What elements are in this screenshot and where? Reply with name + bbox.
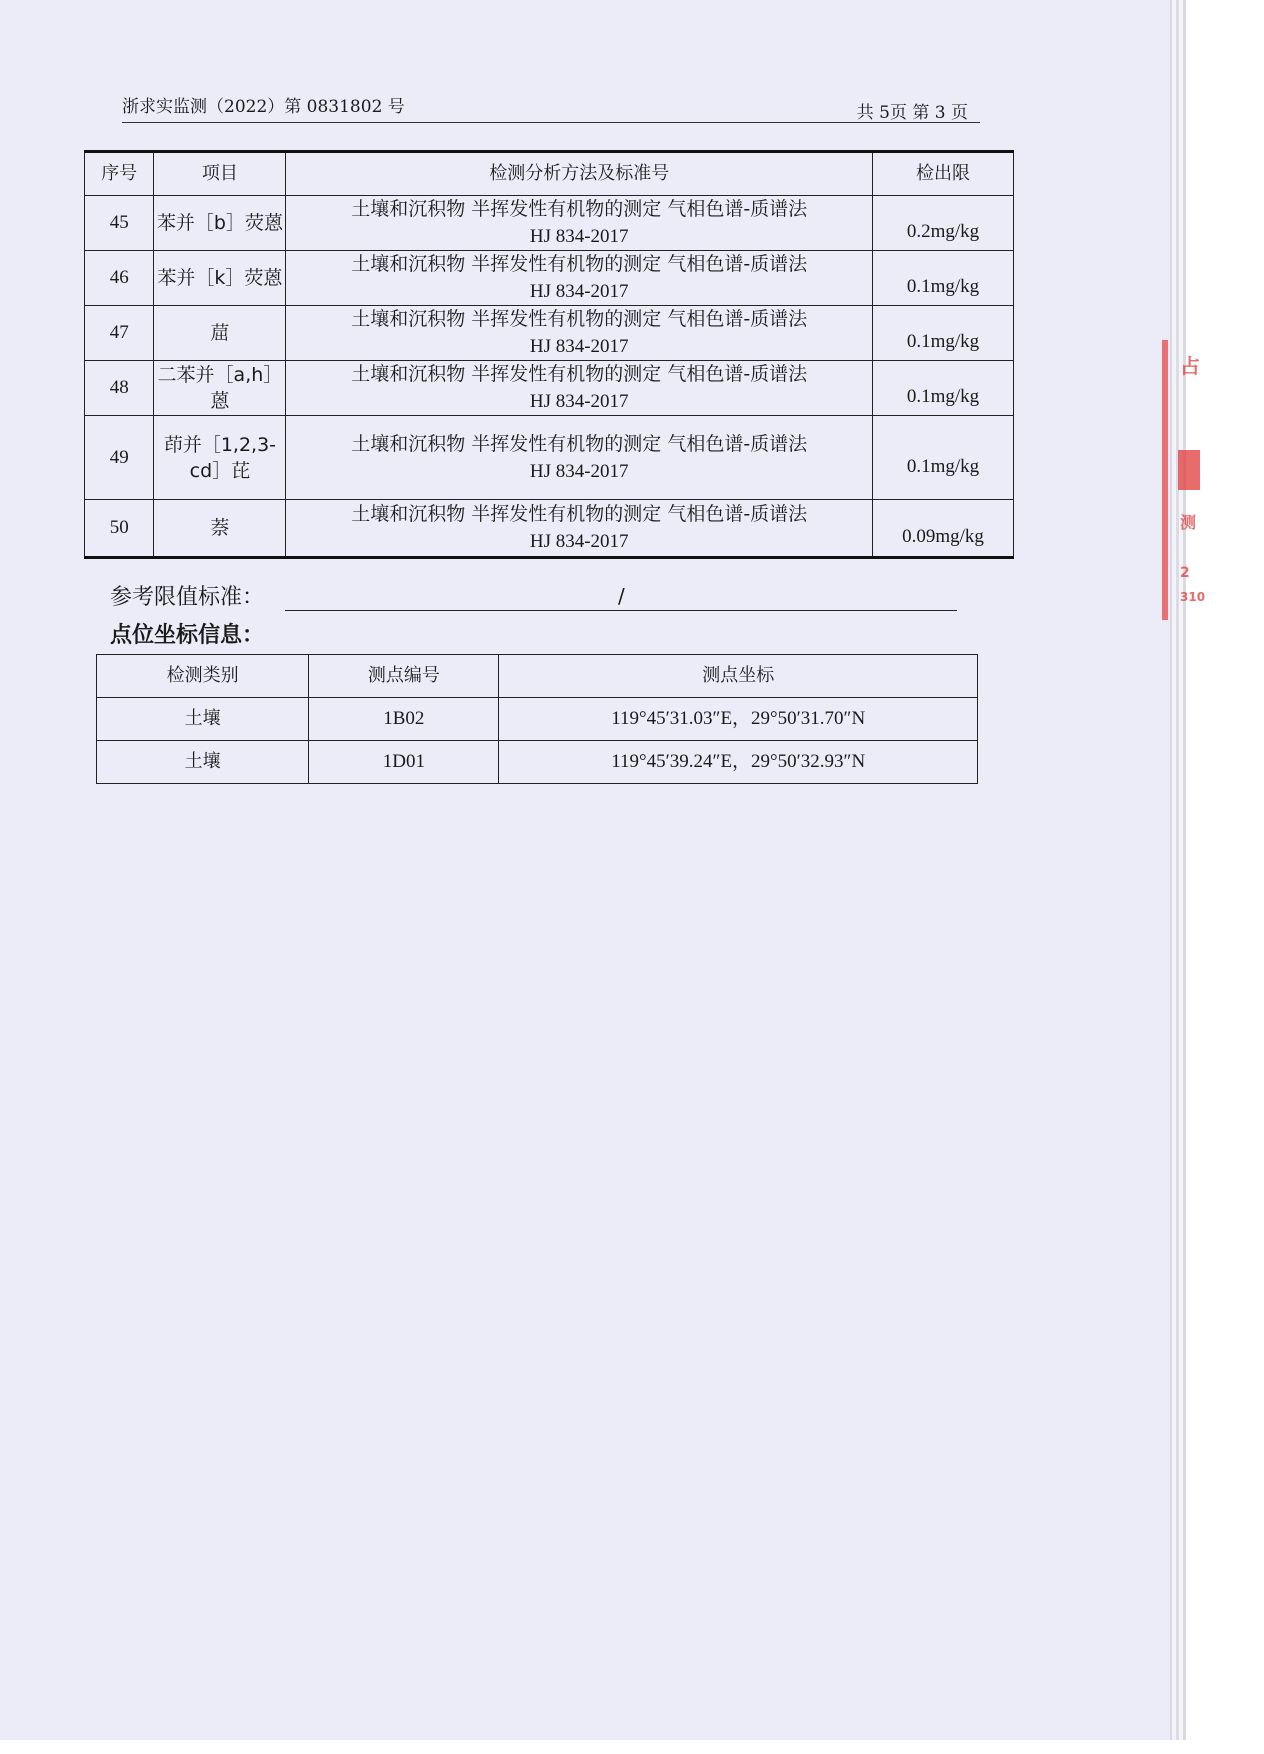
- stamp-char: 310: [1180, 590, 1206, 604]
- page-header: [122, 88, 980, 123]
- row-method: [286, 251, 873, 306]
- stamp-char: 测: [1180, 513, 1197, 532]
- stamp-char: 占: [1180, 354, 1200, 378]
- standard-number: HJ 834-2017: [529, 391, 629, 412]
- row-item: 萘: [154, 500, 286, 558]
- reference-underline: [285, 610, 957, 611]
- col-header-item: 项目: [154, 152, 286, 196]
- report-number: 浙求实监测（2022）第 0831802 号: [122, 97, 405, 117]
- table-row: [85, 196, 1014, 251]
- point-coordinate: 119°45′39.24″E，29°50′32.93″N: [499, 741, 978, 784]
- row-limit: 0.1mg/kg: [872, 306, 1013, 361]
- red-seal-stamp: [1162, 340, 1208, 620]
- method-text: 土壤和沉积物 半挥发性有机物的测定 气相色谱-质谱法: [351, 308, 808, 330]
- row-method: [286, 196, 873, 251]
- row-limit: 0.1mg/kg: [872, 361, 1013, 416]
- row-limit: 0.09mg/kg: [872, 500, 1013, 558]
- point-id: 1B02: [309, 698, 499, 741]
- reference-limit: [110, 580, 970, 611]
- col-header-method: 检测分析方法及标准号: [286, 152, 873, 196]
- stamp-block: [1178, 450, 1200, 490]
- row-limit: 0.2mg/kg: [872, 196, 1013, 251]
- row-no: 50: [85, 500, 154, 558]
- row-item: 二苯并［a,h］蒽: [154, 361, 286, 416]
- reference-label: 参考限值标准：: [110, 585, 265, 610]
- col-header-no: 序号: [85, 152, 154, 196]
- point-type: 土壤: [97, 698, 309, 741]
- col-header-limit: 检出限: [872, 152, 1013, 196]
- point-coordinates-title: 点位坐标信息：: [110, 623, 265, 648]
- row-method: [286, 306, 873, 361]
- table-header-row: [97, 655, 978, 698]
- row-item: 苯并［b］荧蒽: [154, 196, 286, 251]
- method-text: 土壤和沉积物 半挥发性有机物的测定 气相色谱-质谱法: [351, 503, 808, 525]
- table-row: [97, 698, 978, 741]
- method-text: 土壤和沉积物 半挥发性有机物的测定 气相色谱-质谱法: [351, 363, 808, 385]
- row-method: [286, 416, 873, 500]
- table-row: [85, 500, 1014, 558]
- point-coordinates-table: [96, 654, 978, 784]
- standard-number: HJ 834-2017: [529, 226, 629, 247]
- row-limit: 0.1mg/kg: [872, 416, 1013, 500]
- row-no: 48: [85, 361, 154, 416]
- row-method: [286, 500, 873, 558]
- row-item: 䓛: [154, 306, 286, 361]
- row-item: 茚并［1,2,3-cd］芘: [154, 416, 286, 500]
- col-header-point-id: 测点编号: [309, 655, 499, 698]
- col-header-type: 检测类别: [97, 655, 309, 698]
- table-row: [85, 306, 1014, 361]
- table-row: [85, 251, 1014, 306]
- table-row: [85, 416, 1014, 500]
- point-id: 1D01: [309, 741, 499, 784]
- standard-number: HJ 834-2017: [529, 281, 629, 302]
- row-item: 苯并［k］荧蒽: [154, 251, 286, 306]
- row-no: 46: [85, 251, 154, 306]
- standard-number: HJ 834-2017: [529, 460, 629, 482]
- method-text: 土壤和沉积物 半挥发性有机物的测定 气相色谱-质谱法: [351, 432, 808, 455]
- row-no: 49: [85, 416, 154, 500]
- row-no: 45: [85, 196, 154, 251]
- point-type: 土壤: [97, 741, 309, 784]
- method-text: 土壤和沉积物 半挥发性有机物的测定 气相色谱-质谱法: [351, 198, 808, 220]
- row-no: 47: [85, 306, 154, 361]
- point-coordinate: 119°45′31.03″E，29°50′31.70″N: [499, 698, 978, 741]
- table-row: [85, 361, 1014, 416]
- table-header-row: [85, 152, 1014, 196]
- method-text: 土壤和沉积物 半挥发性有机物的测定 气相色谱-质谱法: [351, 253, 808, 275]
- detection-method-table: [84, 150, 1014, 559]
- row-method: [286, 361, 873, 416]
- stamp-char: 2: [1180, 565, 1190, 581]
- standard-number: HJ 834-2017: [529, 531, 629, 552]
- table-row: [97, 741, 978, 784]
- standard-number: HJ 834-2017: [529, 336, 629, 357]
- page-info: 共 5页 第 3 页: [856, 103, 968, 123]
- col-header-coordinate: 测点坐标: [499, 655, 978, 698]
- reference-value: /: [618, 584, 625, 608]
- row-limit: 0.1mg/kg: [872, 251, 1013, 306]
